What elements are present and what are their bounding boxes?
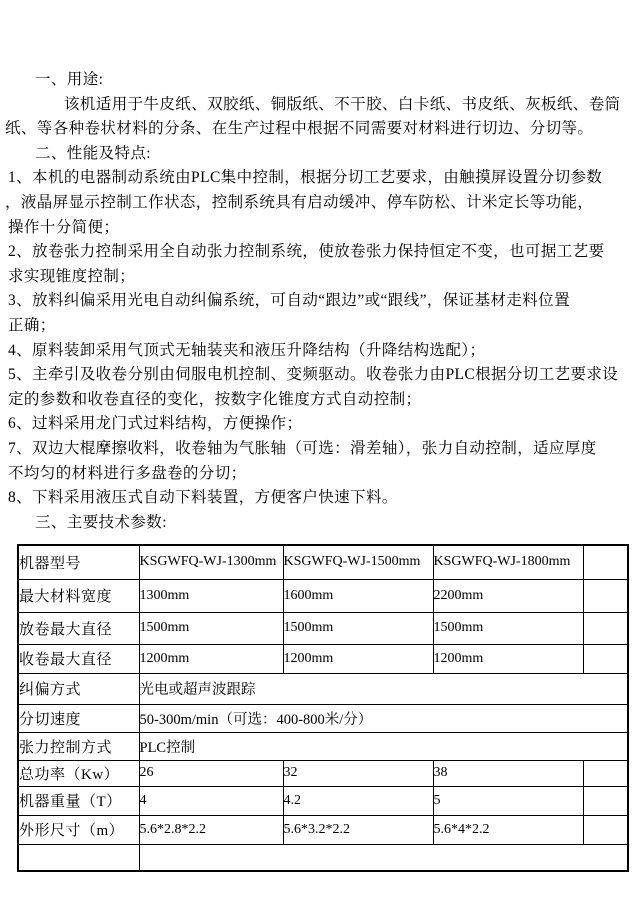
unwind-cell-2: 1500mm: [283, 612, 433, 644]
document-text: [0, 68, 640, 535]
weight-cell-1: 4: [139, 786, 283, 815]
feature-5-line-2: 定的参数和收卷直径的变化，按数字化锥度方式自动控制；: [8, 390, 422, 408]
dimensions-cell-1: 5.6*2.8*2.2: [139, 815, 283, 844]
spec-table: [17, 544, 629, 872]
row-model-label: 机器型号: [18, 545, 139, 579]
tension-value: PLC控制: [139, 732, 628, 760]
power-cell-4: [583, 760, 628, 786]
model-cell-3: KSGWFQ-WJ-1800mm: [433, 545, 583, 579]
correction-value: 光电或超声波跟踪: [139, 673, 628, 704]
row-model: [18, 545, 628, 579]
dimensions-cell-3: 5.6*4*2.2: [433, 815, 583, 844]
feature-1-line-2: ，液晶屏显示控制工作状态，控制系统具有启动缓冲、停车防松、计米定长等功能，: [5, 193, 594, 211]
row-total-power: [18, 760, 628, 786]
feature-7-line-1: 7、双边大棍摩擦收料，收卷轴为气胀轴（可选：滑差轴），张力自动控制，适应厚度: [8, 439, 597, 457]
rewind-cell-3: 1200mm: [433, 644, 583, 673]
weight-cell-2: 4.2: [283, 786, 433, 815]
row-correction-label: 纠偏方式: [18, 673, 139, 704]
row-rewind-diameter: [18, 644, 628, 673]
row-tension-control: [18, 732, 628, 760]
row-dimensions-label: 外形尺寸（m）: [18, 815, 139, 844]
usage-paragraph-line-1: 该机适用于牛皮纸、双胶纸、铜版纸、不干胶、白卡纸、书皮纸、灰板纸、卷筒: [64, 95, 621, 113]
rewind-cell-1: 1200mm: [139, 644, 283, 673]
unwind-cell-4: [583, 612, 628, 644]
row-unwind-diameter-label: 放卷最大直径: [18, 612, 139, 644]
rewind-cell-2: 1200mm: [283, 644, 433, 673]
row-max-width-label: 最大材料宽度: [18, 579, 139, 612]
power-cell-1: 26: [139, 760, 283, 786]
feature-2-line-1: 2、放卷张力控制采用全自动张力控制系统，使放卷张力保持恒定不变，也可据工艺要: [8, 243, 605, 261]
max-width-cell-4: [583, 579, 628, 612]
row-power-label: 总功率（Kw）: [18, 760, 139, 786]
feature-3-line-1: 3、放料纠偏采用光电自动纠偏系统，可自动“跟边”或“跟线”，保证基材走料位置: [8, 292, 570, 310]
power-cell-2: 32: [283, 760, 433, 786]
usage-paragraph-line-2: 纸、等各种卷状材料的分条、在生产过程中根据不同需要对材料进行切边、分切等。: [5, 120, 594, 138]
dimensions-cell-4: [583, 815, 628, 844]
heading-features: 二、性能及特点:: [35, 144, 152, 162]
feature-7-line-2: 不均匀的材料进行多盘卷的分切；: [8, 464, 247, 482]
model-cell-1: KSGWFQ-WJ-1300mm: [139, 545, 283, 579]
row-slitting-speed: [18, 704, 628, 732]
weight-cell-3: 5: [433, 786, 583, 815]
max-width-cell-3: 2200mm: [433, 579, 583, 612]
power-cell-3: 38: [433, 760, 583, 786]
heading-usage: 一、用途:: [35, 71, 104, 88]
row-speed-label: 分切速度: [18, 704, 139, 732]
feature-6: 6、过料采用龙门式过料结构，方便操作；: [8, 415, 303, 433]
feature-4: 4、原料装卸采用气顶式无轴装夹和液压升降结构（升降结构选配）；: [8, 341, 486, 359]
unwind-cell-1: 1500mm: [139, 612, 283, 644]
max-width-cell-2: 1600mm: [283, 579, 433, 612]
rewind-cell-4: [583, 644, 628, 673]
feature-1-line-3: 操作十分简便；: [8, 218, 120, 236]
model-cell-2: KSGWFQ-WJ-1500mm: [283, 545, 433, 579]
row-dimensions: [18, 815, 628, 844]
feature-1-line-1: 1、本机的电器制动系统由PLC集中控制，根据分切工艺要求，由触摸屏设置分切参数: [8, 169, 603, 187]
heading-parameters: 三、主要技术参数:: [35, 513, 167, 531]
empty-row-label: [18, 844, 139, 871]
feature-5-line-1: 5、主牵引及收卷分别由伺服电机控制、变频驱动。收卷张力由PLC根据分切工艺要求设: [8, 366, 619, 384]
model-cell-4: [583, 545, 628, 579]
row-empty: [18, 844, 628, 871]
dimensions-cell-2: 5.6*3.2*2.2: [283, 815, 433, 844]
row-unwind-diameter: [18, 612, 628, 644]
row-rewind-diameter-label: 收卷最大直径: [18, 644, 139, 673]
weight-cell-4: [583, 786, 628, 815]
max-width-cell-1: 1300mm: [139, 579, 283, 612]
feature-8: 8、下料采用液压式自动下料装置，方便客户快速下料。: [8, 489, 398, 507]
feature-2-line-2: 求实现锥度控制；: [8, 267, 136, 285]
row-correction-method: [18, 673, 628, 704]
speed-value: 50-300m/min（可选：400-800米/分）: [139, 704, 628, 732]
row-tension-label: 张力控制方式: [18, 732, 139, 760]
empty-row-value: [139, 844, 628, 871]
row-max-width: [18, 579, 628, 612]
row-machine-weight: [18, 786, 628, 815]
row-weight-label: 机器重量（T）: [18, 786, 139, 815]
unwind-cell-3: 1500mm: [433, 612, 583, 644]
feature-3-line-2: 正确；: [8, 316, 56, 334]
